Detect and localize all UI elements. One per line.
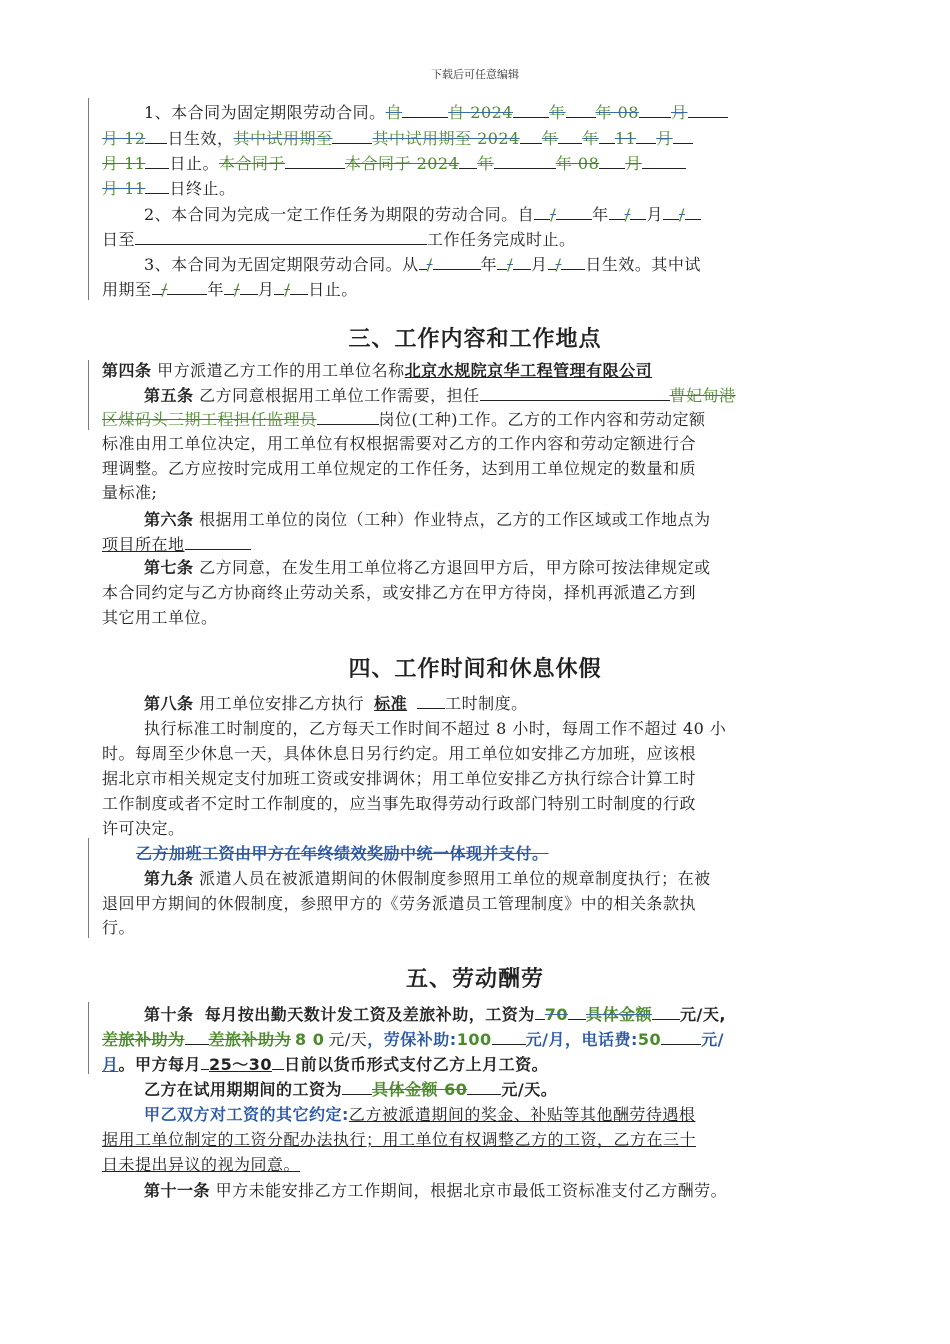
article-8-para-line-5: 许可决定。 [102, 819, 185, 838]
article-9-line-3: 行。 [102, 918, 136, 937]
article-8-para-line-4: 工作制度或者不定时工作制度的，应当事先取得劳动行政部门特别工时制度的行政 [102, 794, 697, 813]
article-8-para-line-1: 执行标准工时制度的，乙方每天工作时间不超过 8 小时，每周工作不超过 40 小 [144, 719, 727, 738]
page-header: 下载后可任意编辑 [431, 68, 519, 81]
clause-2-line-2: 日至 工作任务完成时止。 [102, 230, 576, 249]
clause-1-line-4: 月 11 日终止。 [102, 179, 236, 198]
article-6-line-2: 项目所在地 [102, 533, 852, 556]
article-9-line-2: 退回甲方期间的休假制度，参照甲方的《劳务派遣员工管理制度》中的相关条款执 [102, 894, 697, 913]
article-4: 第四条 甲方派遣乙方工作的用工单位名称北京水规院京华工程管理有限公司 [102, 361, 653, 380]
other-agreement-line-2: 据用工单位制定的工资分配办法执行；用工单位有权调整乙方的工资，乙方在三十 [102, 1130, 697, 1149]
article-8: 第八条 用工单位安排乙方执行 标准 工时制度。 [144, 694, 528, 713]
revision-bar [88, 1002, 89, 1074]
article-5-line-3: 标准由用工单位决定，用工单位有权根据需要对乙方的工作内容和劳动定额进行合 [102, 434, 697, 453]
section-3-title: 三、工作内容和工作地点 [348, 327, 602, 352]
article-7-line-1: 第七条 乙方同意，在发生用工单位将乙方退回甲方后，甲方除可按法律规定或 [144, 558, 711, 577]
revision-bar [88, 98, 89, 300]
other-agreement-line-1: 甲乙双方对工资的其它约定:乙方被派遣期间的奖金、补贴等其他酬劳待遇根 [144, 1105, 696, 1124]
other-agreement-line-3: 日未提出异议的视为同意。 [102, 1155, 301, 1174]
clause-3-line-1: 3、本合同为无固定期限劳动合同。从 / 年 / 月 / 日生效。其中试 [144, 255, 701, 274]
clause-3-line-2: 用期至 / 年 / 月 / 日止。 [102, 280, 358, 299]
article-10-line-2: 差旅补助为 差旅补助为 8 0 元/天，劳保补助:100 元/月，电话费:50 元/ [102, 1030, 724, 1049]
revision-bar [88, 360, 89, 430]
article-8-para-line-3: 据北京市相关规定支付加班工资或安排调休；用工单位安排乙方执行综合计算工时 [102, 769, 697, 788]
article-10-line-1: 第十条 每月按出勤天数计发工资及差旅补助，工资为 70 具体金额 元/天, [144, 1005, 726, 1024]
section-4-title: 四、工作时间和休息休假 [348, 657, 602, 682]
revision-bar [88, 838, 89, 938]
clause-1-line-3: 月 11 日止。本合同于 本合同于 2024 年 年 08 月 [102, 152, 852, 175]
clause-1-line-1: 1、本合同为固定期限劳动合同。自 自 2024 年 年 08 月 [102, 101, 894, 124]
trial-wage: 乙方在试用期期间的工资为 具体金额 60 元/天。 [144, 1080, 558, 1099]
section-5-title: 五、劳动酬劳 [405, 967, 544, 992]
article-8-para-line-2: 时。每周至少休息一天，具体休息日另行约定。用工单位如安排乙方加班，应该根 [102, 744, 697, 763]
article-5-line-4: 理调整。乙方应按时完成用工单位规定的工作任务，达到用工单位规定的数量和质 [102, 459, 697, 478]
clause-1-line-2: 月 12 日生效，其中试用期至 其中试用期至 2024 年 年 11 月 [102, 127, 852, 150]
article-6-line-1: 第六条 根据用工单位的岗位（工种）作业特点，乙方的工作区域或工作地点为 [144, 510, 711, 529]
article-10-line-3: 月。甲方每月 25～30 日前以货币形式支付乙方上月工资。 [102, 1055, 549, 1074]
article-5-line-1: 第五条 乙方同意根据用工单位工作需要，担任 曹妃甸港 [144, 386, 736, 405]
article-9-line-1: 第九条 派遣人员在被派遣期间的休假制度参照用工单位的规章制度执行；在被 [144, 869, 711, 888]
deleted-overtime-clause: 乙方加班工资由甲方在年终绩效奖励中统一体现并支付。 [136, 844, 549, 863]
article-5-line-2: 区煤码头三期工程担任监理员 岗位(工种)工作。乙方的工作内容和劳动定额 [102, 410, 706, 429]
article-7-line-3: 其它用工单位。 [102, 608, 218, 627]
article-7-line-2: 本合同约定与乙方协商终止劳动关系，或安排乙方在甲方待岗，择机再派遣乙方到 [102, 583, 697, 602]
article-11: 第十一条 甲方未能安排乙方工作期间，根据北京市最低工资标准支付乙方酬劳。 [144, 1181, 728, 1200]
clause-2-line-1: 2、本合同为完成一定工作任务为期限的劳动合同。自 / 年 / 月 / [102, 203, 894, 226]
article-5-line-5: 量标准; [102, 483, 158, 502]
